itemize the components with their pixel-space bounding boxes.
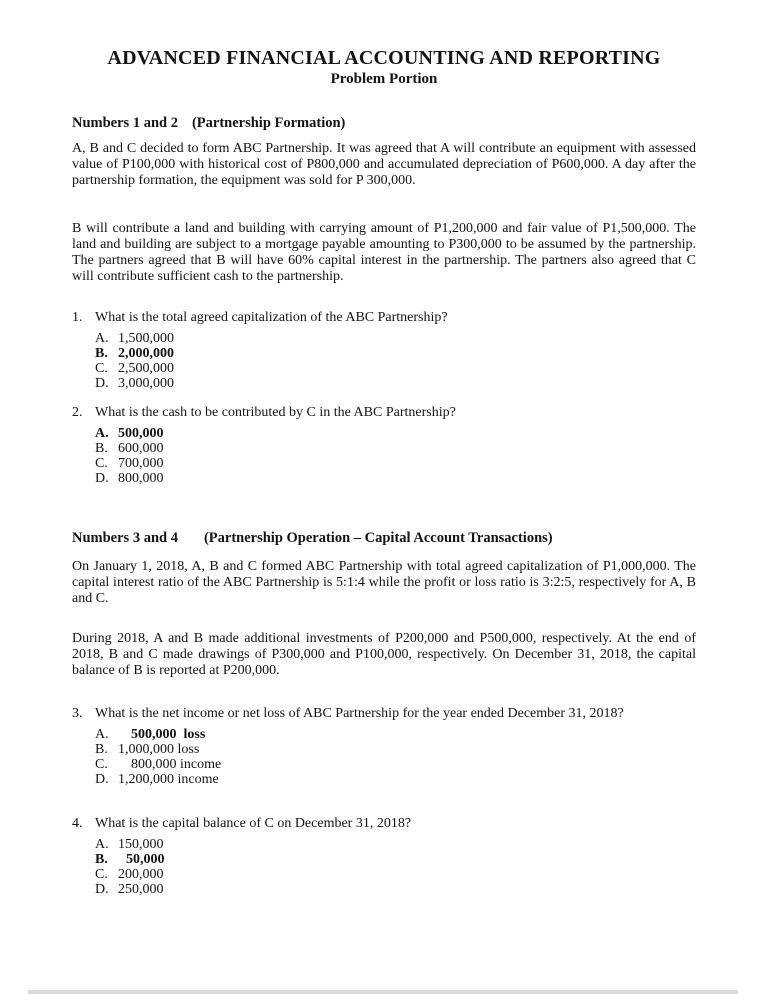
choice-list [72,727,696,787]
section-topic-label: (Partnership Operation – Capital Account Transactions) [203,530,553,546]
choice-value: 600,000 [118,441,164,456]
choice-value: 200,000 [118,867,164,882]
choice-letter: A. [95,837,109,852]
choice-value: 2,000,000 [118,346,174,361]
choice-list [72,426,696,486]
choice-value: 1,500,000 [118,331,174,346]
problem-paragraph: B will contribute a land and building with carrying amount of P1,200,000 and fair value of P1,500,000. The land and building are subject to a mortgage payable amounting to P300,000 to be assumed by the partnership. The partners agreed that B will have 60% capital interest in the partnership. The partners also agreed that C will contribute sufficient cash to the partnership. [72,221,696,284]
question-number: 2. [72,405,83,420]
page-subtitle: Problem Portion [330,71,438,87]
section-topic-label: (Partnership Formation) [191,115,346,131]
choice-letter: B. [95,441,108,456]
choice-letter: A. [95,331,109,346]
choice-letter: C. [95,456,108,471]
choice-value: 2,500,000 [118,361,174,376]
choice-letter: A. [95,727,109,742]
choice-c [95,757,696,772]
section-numbers-label: Numbers 1 and 2 [72,115,178,131]
choice-b-answer [95,346,696,361]
choice-value: 3,000,000 [118,376,174,391]
choice-value: 1,000,000 loss [118,742,200,757]
choice-d [95,772,696,787]
choice-a-answer [95,727,696,742]
choice-value: 150,000 [118,837,164,852]
choice-list [72,837,696,897]
choice-a [95,837,696,852]
choice-value: 1,200,000 income [118,772,219,787]
choice-value: 250,000 [118,882,164,897]
question-text: What is the net income or net loss of ABC Partnership for the year ended December 31, 2018? [95,706,624,721]
section-heading-partnership-operation [72,530,696,546]
choice-value: 800,000 income [131,757,222,772]
question-text: What is the capital balance of C on December 31, 2018? [95,816,412,831]
choice-letter: C. [95,757,108,772]
choice-d [95,882,696,897]
choice-d [95,471,696,486]
question-3 [72,706,696,787]
question-text: What is the cash to be contributed by C in the ABC Partnership? [95,405,456,420]
problem-paragraph: On January 1, 2018, A, B and C formed ABC Partnership with total agreed capitalization of P1,000,000. The capital interest ratio of the ABC Partnership is 5:1:4 while the profit or loss ratio is 3:2:5, respectively for A, B and C. [72,559,696,606]
choice-value: 50,000 [126,852,165,867]
choice-letter: A. [95,426,109,441]
choice-letter: D. [95,376,109,391]
choice-c [95,361,696,376]
choice-letter: D. [95,882,109,897]
choice-c [95,867,696,882]
question-1 [72,310,696,391]
choice-letter: D. [95,772,109,787]
choice-letter: C. [95,361,108,376]
choice-value: 500,000 loss [131,727,206,742]
choice-value: 800,000 [118,471,164,486]
choice-letter: B. [95,346,108,361]
choice-letter: C. [95,867,108,882]
page-title: ADVANCED FINANCIAL ACCOUNTING AND REPORTING [107,47,661,69]
section-heading-partnership-formation [72,115,696,131]
choice-b-answer [95,852,696,867]
question-number: 1. [72,310,83,325]
choice-a-answer [95,426,696,441]
choice-letter: D. [95,471,109,486]
question-number: 3. [72,706,83,721]
choice-c [95,456,696,471]
choice-list [72,331,696,391]
question-text: What is the total agreed capitalization of the ABC Partnership? [95,310,448,325]
section-numbers-label: Numbers 3 and 4 [72,530,178,546]
choice-letter: B. [95,852,108,867]
choice-d [95,376,696,391]
page-edge-shadow [28,990,738,994]
problem-paragraph: During 2018, A and B made additional investments of P200,000 and P500,000, respectively. At the end of 2018, B and C made drawings of P300,000 and P100,000, respectively. On December 31, 2018, the capital balance of B is reported at P200,000. [72,631,696,678]
question-number: 4. [72,816,83,831]
choice-letter: B. [95,742,108,757]
choice-value: 700,000 [118,456,164,471]
choice-b [95,441,696,456]
question-4 [72,816,696,897]
choice-b [95,742,696,757]
question-2 [72,405,696,486]
problem-paragraph: A, B and C decided to form ABC Partnership. It was agreed that A will contribute an equipment with assessed value of P100,000 with historical cost of P800,000 and accumulated depreciation of P600,000. A day after the partnership formation, the equipment was sold for P 300,000. [72,141,696,188]
choice-a [95,331,696,346]
choice-value: 500,000 [118,426,164,441]
